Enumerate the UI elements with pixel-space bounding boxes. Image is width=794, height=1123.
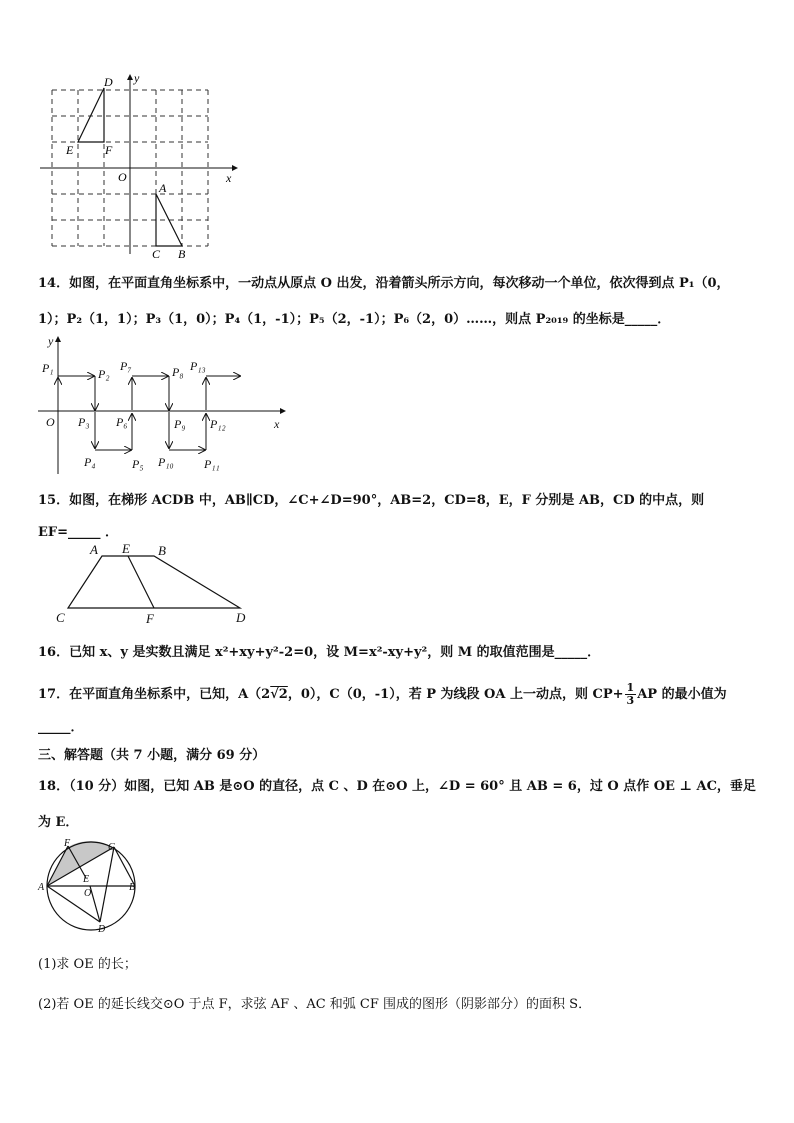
q15-label-D: D	[236, 610, 246, 625]
q14-figure	[36, 336, 286, 476]
q17-fraction	[625, 682, 637, 707]
q13-label-B: B	[178, 247, 186, 260]
q14-text-line1: 14．如图，在平面直角坐标系中，一动点从原点 O 出发，沿着箭头所示方向，每次移动一个单位，依次得到点 P₁（0，	[38, 276, 730, 291]
q14-label-P5: P₅	[132, 457, 144, 471]
q18-label-A: A	[38, 882, 45, 893]
q13-label-y: y	[134, 74, 140, 85]
q15-text-line2: EF=_____ ．	[38, 525, 119, 540]
q14-label-P7: P₇	[120, 359, 132, 373]
q18-shaded-region	[48, 841, 114, 885]
q18-label-C: C	[108, 842, 115, 853]
q18-subquestion-2: (2)若 OE 的延长线交⊙O 于点 F，求弦 AF 、AC 和弧 CF 围成的图形（阴影部分）的面积 S．	[38, 997, 592, 1012]
q13-label-D: D	[104, 75, 113, 89]
q14-label-P2: P₂	[98, 367, 110, 381]
q13-label-x: x	[226, 171, 232, 185]
q14-label-P13: P₁₃	[190, 359, 206, 373]
q18-label-D: D	[98, 924, 106, 935]
q18-text-line1: 18．（10 分）如图，已知 AB 是⊙O 的直径，点 C 、D 在⊙O 上，∠D = 60° 且 AB = 6，过 O 点作 OE ⊥ AC，垂足	[38, 779, 756, 794]
q15-figure	[50, 540, 260, 626]
q16-text: 16．已知 x、y 是实数且满足 x²+xy+y²-2=0，设 M=x²-xy+y²，则 M 的取值范围是_____．	[38, 645, 601, 660]
q14-label-P4: P₄	[84, 455, 96, 469]
q18-figure	[36, 838, 142, 938]
q17-frac-num: 1	[626, 681, 635, 694]
q18-subquestion-1: (1)求 OE 的长；	[38, 957, 137, 972]
q14-label-P12: P₁₂	[210, 417, 226, 431]
q15-label-A: A	[90, 542, 98, 557]
q18-label-O: O	[84, 888, 92, 899]
q15-text-line1: 15．如图，在梯形 ACDB 中，AB∥CD，∠C+∠D=90°，AB=2，CD=8，E，F 分别是 AB，CD 的中点，则	[38, 493, 705, 508]
q17-part3: AP 的最小值为	[637, 687, 727, 702]
q13-label-E: E	[66, 143, 74, 157]
q18-label-B: B	[129, 882, 136, 893]
q13-label-C: C	[152, 247, 161, 260]
q15-label-C: C	[56, 610, 65, 625]
q17-part2: ，0），C（0，-1），若 P 为线段 OA 上一动点，则 CP+	[287, 687, 624, 702]
q14-label-O: O	[46, 415, 55, 429]
q17-text-line2: _____．	[38, 720, 84, 735]
section3-heading: 三、解答题（共 7 小题，满分 69 分）	[38, 748, 266, 763]
q15-segment-EF	[128, 556, 154, 608]
q17-part1: 17．在平面直角坐标系中，已知，A（2	[38, 687, 271, 702]
q14-label-P9: P₉	[174, 417, 186, 431]
q14-label-P11: P₁₁	[204, 457, 220, 471]
q14-axes	[38, 336, 286, 474]
q14-path	[58, 376, 240, 450]
q14-label-P10: P₁₀	[158, 455, 174, 469]
q17-text-line1	[38, 682, 727, 707]
q14-label-P6: P₆	[116, 415, 128, 429]
q18-text-line2: 为 E．	[38, 815, 79, 830]
q15-label-F: F	[146, 611, 154, 626]
q15-label-E: E	[122, 541, 130, 556]
q17-frac-den: 3	[626, 694, 635, 707]
q17-sqrt: √2	[270, 687, 288, 702]
q13-triangle-DEF	[78, 88, 104, 142]
q14-label-P8: P₈	[172, 365, 184, 379]
q14-text-line2: 1）；P₂（1，1）；P₃（1，0）；P₄（1，-1）；P₅（2，-1）；P₆（2，0）……，则点 P₂₀₁₉ 的坐标是_____．	[38, 312, 671, 327]
q13-figure	[36, 74, 246, 260]
q18-label-E: E	[83, 874, 90, 885]
q14-label-P3: P₃	[78, 415, 90, 429]
q13-label-F: F	[105, 143, 113, 157]
q13-label-O: O	[118, 170, 127, 184]
q14-label-P1: P₁	[42, 361, 54, 375]
q14-label-x: x	[274, 417, 280, 431]
q13-label-A: A	[159, 181, 167, 195]
q15-label-B: B	[158, 543, 166, 558]
q14-label-y: y	[48, 336, 54, 348]
q15-trapezoid	[68, 556, 240, 608]
q18-label-F: F	[64, 838, 71, 849]
